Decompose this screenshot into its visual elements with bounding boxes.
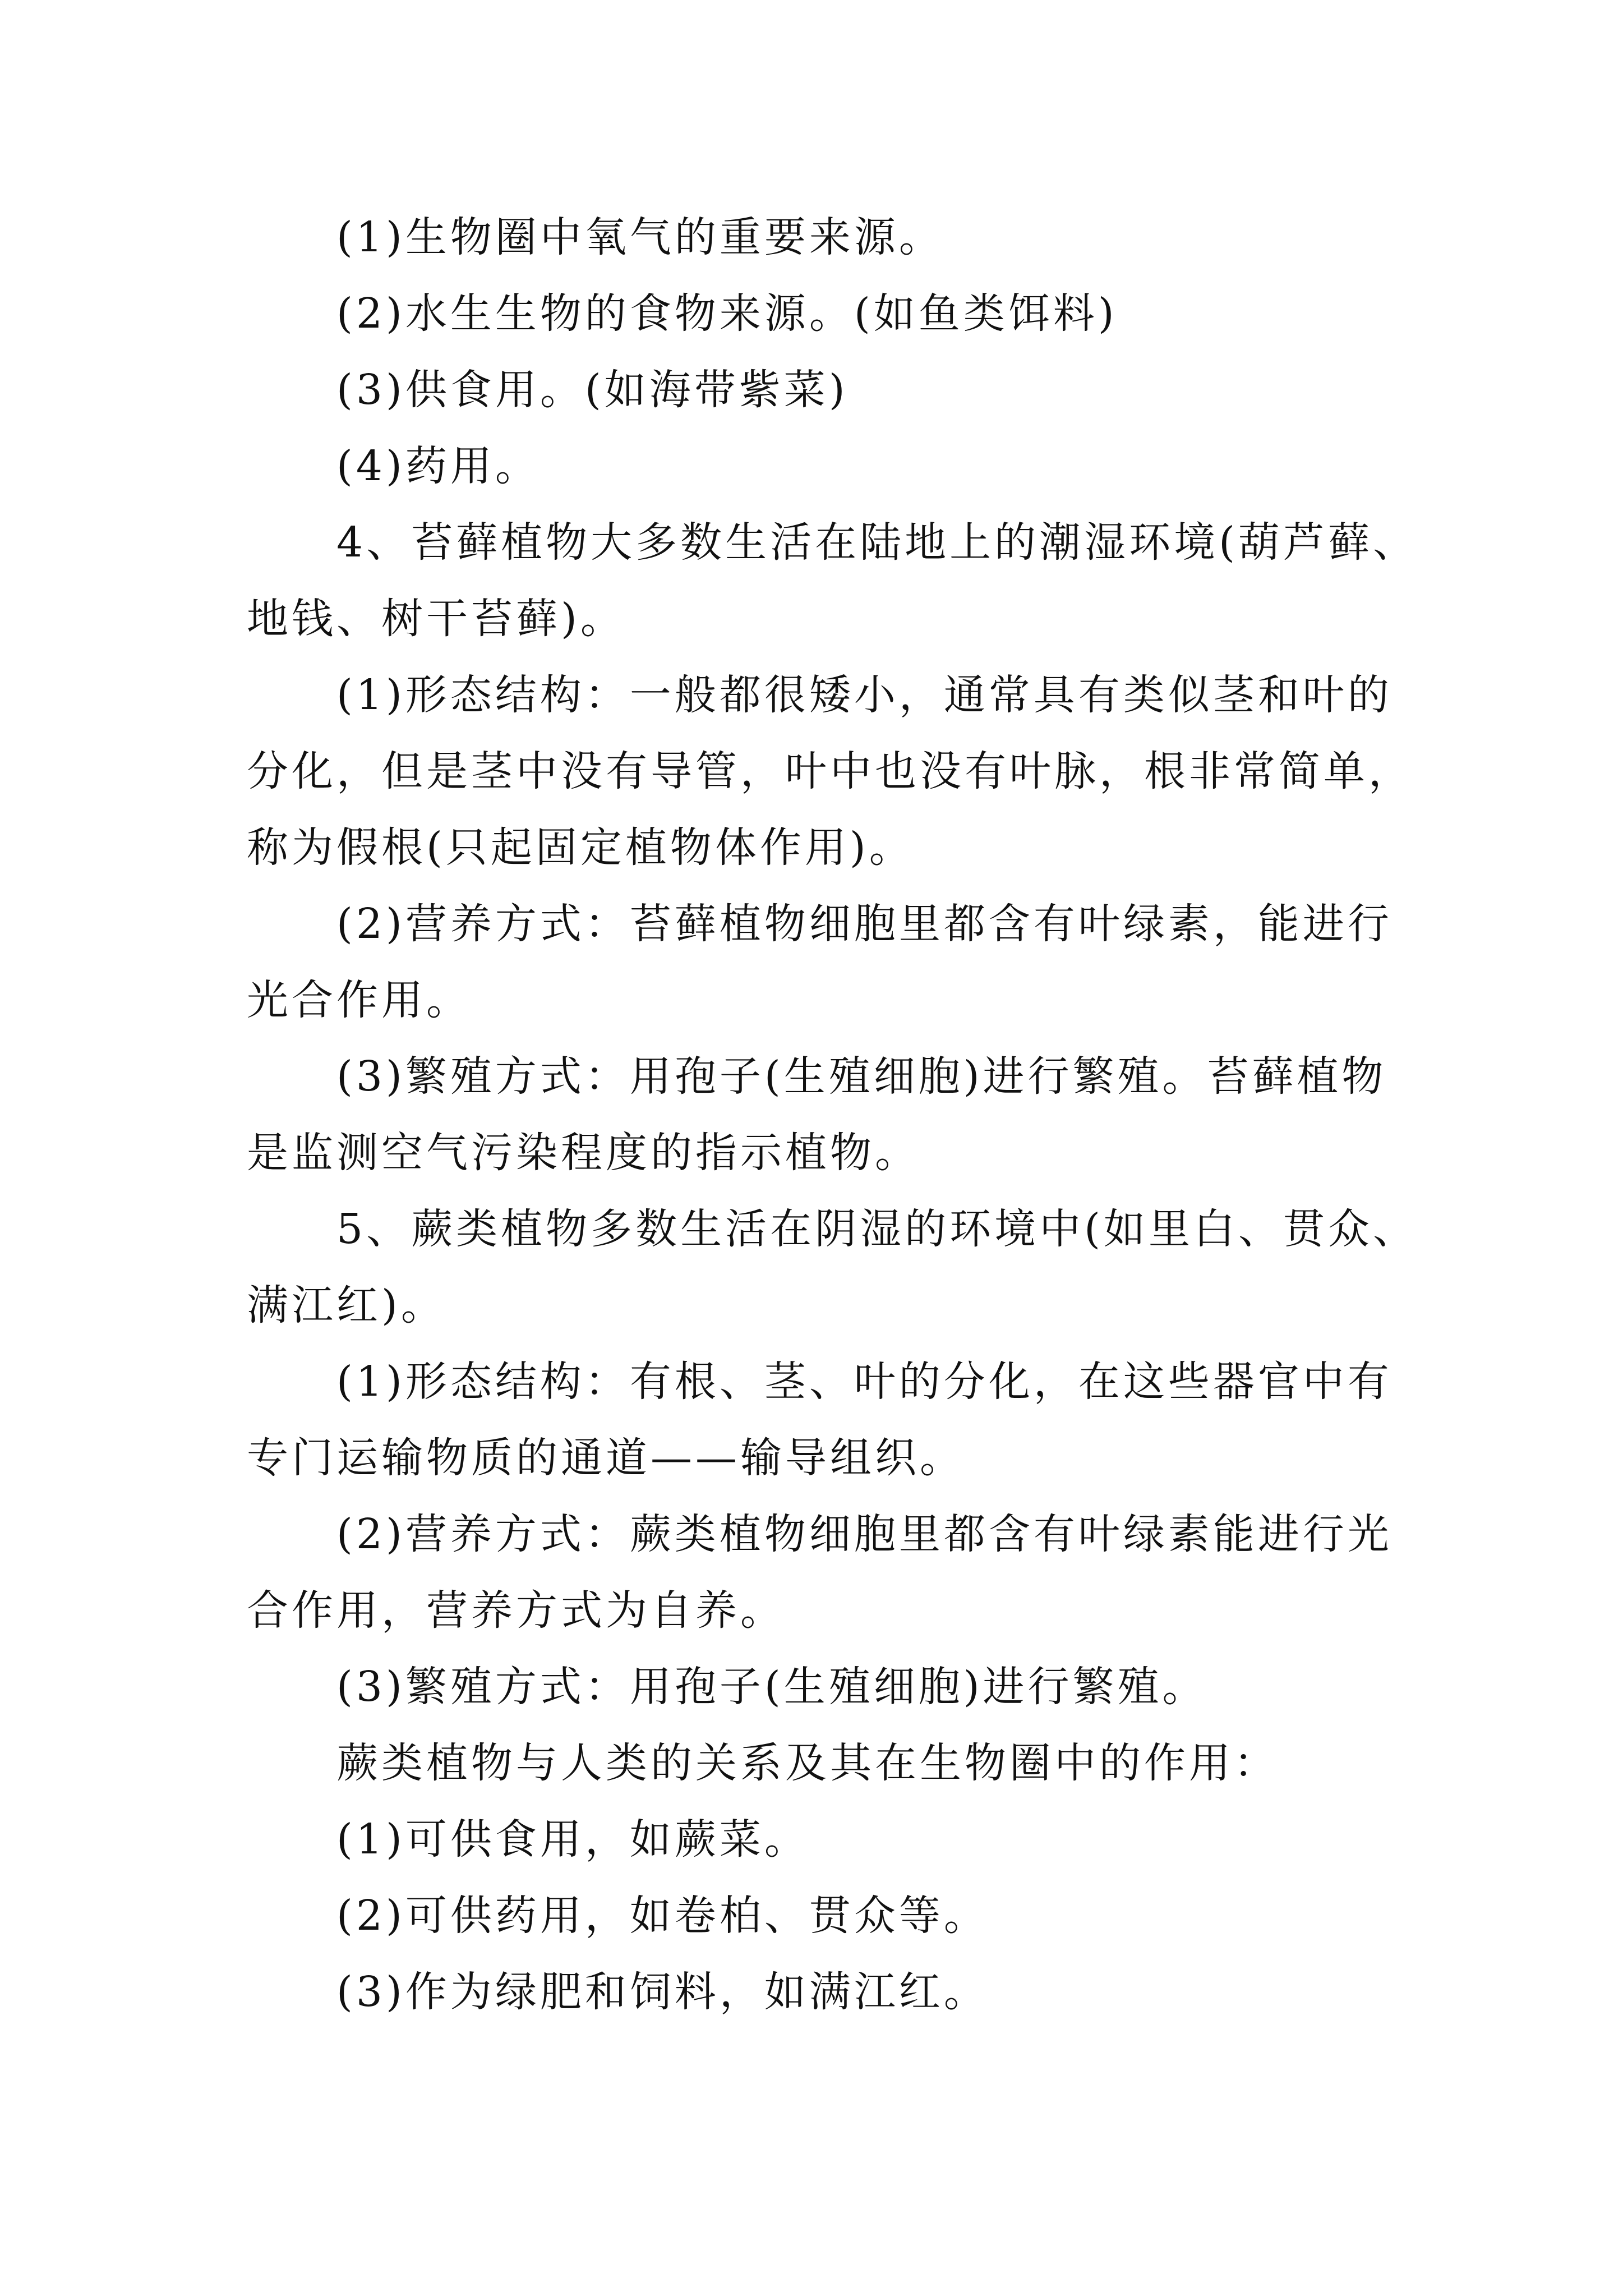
text-line: 合作用，营养方式为自养。 <box>247 1586 785 1635</box>
text-line: 分化，但是茎中没有导管，叶中也没有叶脉，根非常简单， <box>247 747 1413 795</box>
text-line: (3)作为绿肥和饲料，如满江红。 <box>336 1968 989 2016</box>
text-line: (1)可供食用，如蕨菜。 <box>336 1815 809 1864</box>
text-line: (3)繁殖方式：用孢子(生殖细胞)进行繁殖。苔藓植物 <box>336 1052 1387 1101</box>
text-line: (2)可供药用，如卷柏、贯众等。 <box>336 1892 989 1940</box>
text-line: (3)供食用。(如海带紫菜) <box>336 366 849 414</box>
text-line: (2)水生生物的食物来源。(如鱼类饵料) <box>336 289 1118 338</box>
text-line: (1)生物圈中氧气的重要来源。 <box>336 213 944 261</box>
text-line: 4、苔藓植物大多数生活在陆地上的潮湿环境(葫芦藓、 <box>336 518 1418 567</box>
text-line: (2)营养方式：蕨类植物细胞里都含有叶绿素能进行光 <box>336 1510 1393 1558</box>
text-line: 称为假根(只起固定植物体作用)。 <box>247 823 914 872</box>
text-line: 满江红)。 <box>247 1281 446 1329</box>
text-line: 专门运输物质的通道——输导组织。 <box>247 1434 965 1482</box>
text-line: (2)营养方式：苔藓植物细胞里都含有叶绿素，能进行 <box>336 900 1393 948</box>
text-line: 光合作用。 <box>247 976 471 1024</box>
text-line: 是监测空气污染程度的指示植物。 <box>247 1129 920 1177</box>
text-line: 蕨类植物与人类的关系及其在生物圈中的作用： <box>336 1739 1279 1787</box>
document-body <box>247 199 1418 2030</box>
text-line: 地钱、树干苔藓)。 <box>247 595 625 643</box>
text-line: (1)形态结构：一般都很矮小，通常具有类似茎和叶的 <box>336 671 1393 719</box>
text-line: (4)药用。 <box>336 442 540 490</box>
text-line: (1)形态结构：有根、茎、叶的分化，在这些器官中有 <box>336 1358 1393 1406</box>
text-line: (3)繁殖方式：用孢子(生殖细胞)进行繁殖。 <box>336 1663 1207 1711</box>
text-line: 5、蕨类植物多数生活在阴湿的环境中(如里白、贯众、 <box>336 1205 1418 1253</box>
